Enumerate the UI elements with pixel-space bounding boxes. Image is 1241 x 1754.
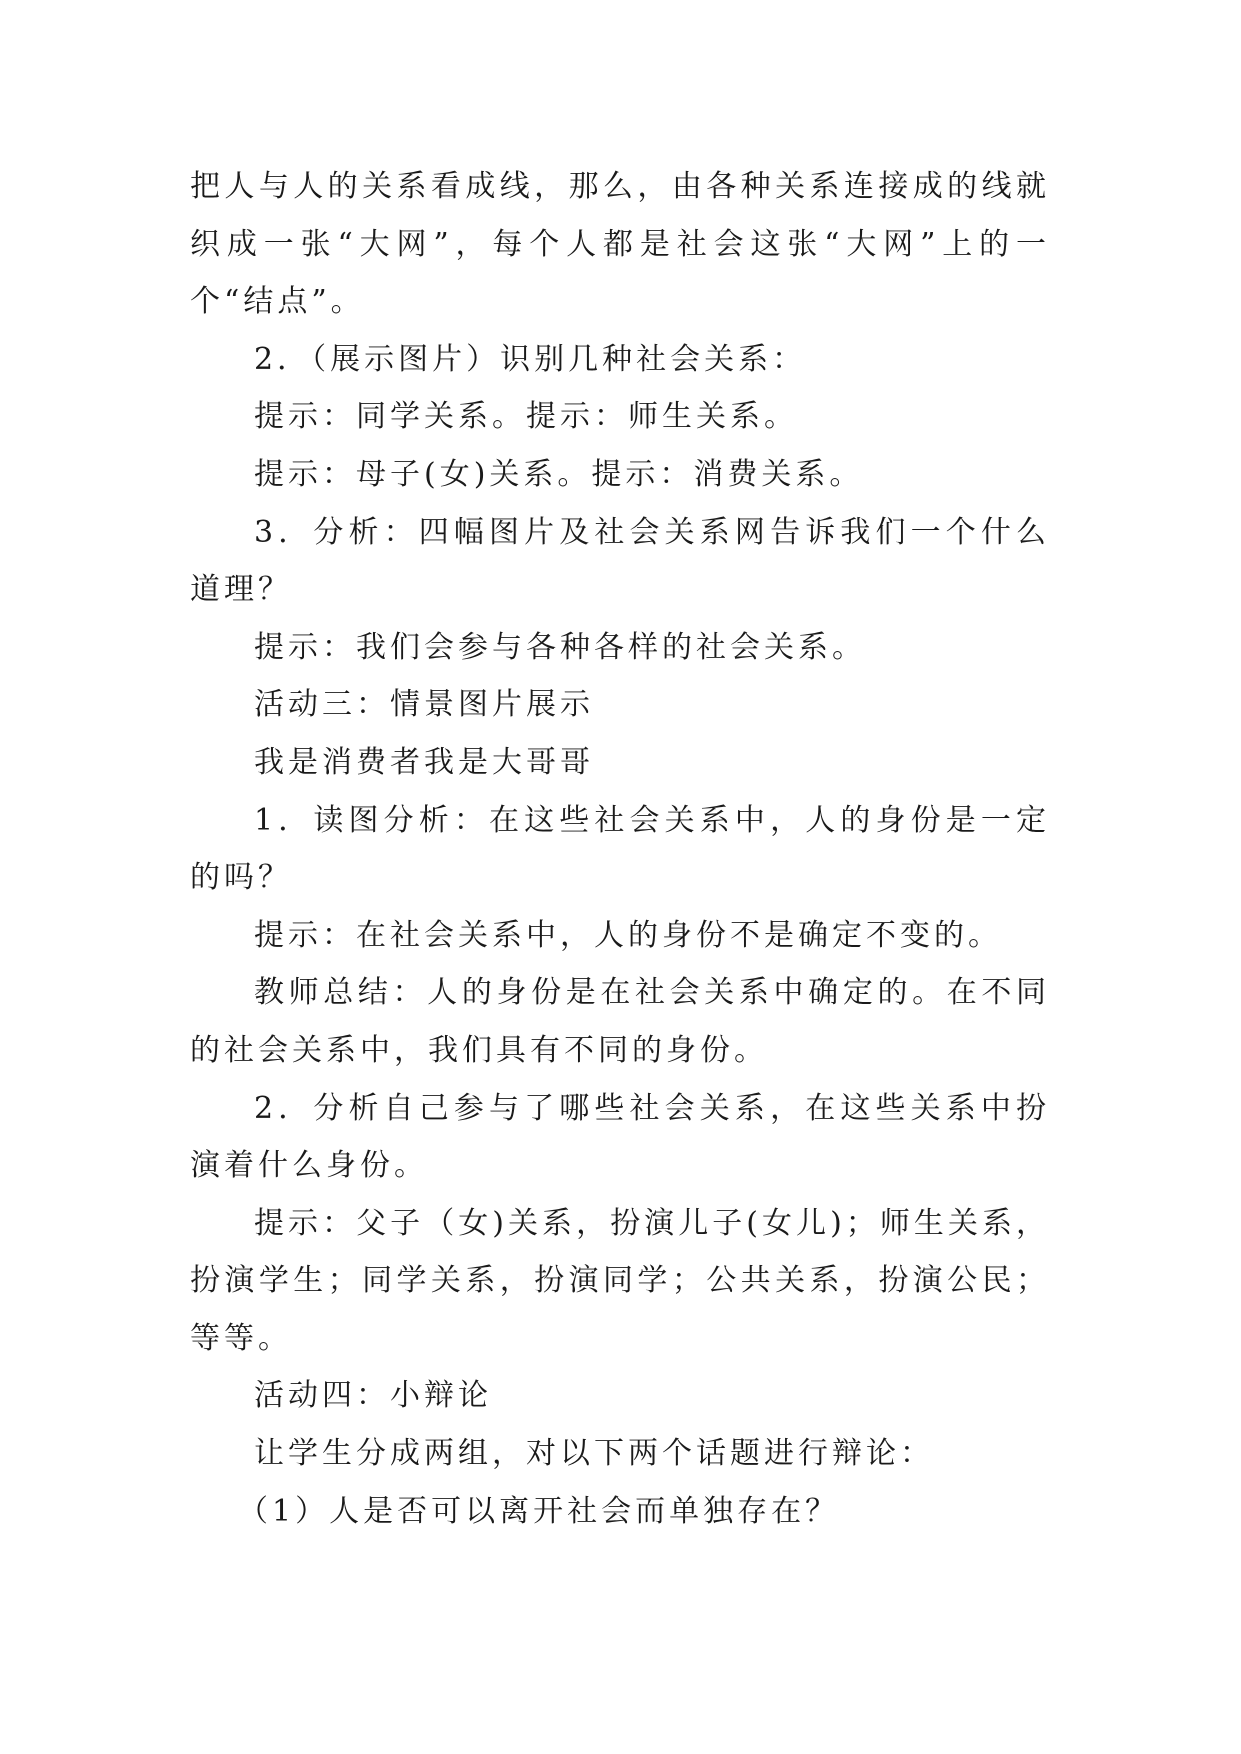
paragraph-teacher-summary: 教师总结：人的身份是在社会关系中确定的。在不同的社会关系中，我们具有不同的身份。 xyxy=(190,975,1050,1068)
paragraph-debate-topic-one: （1）人是否可以离开社会而单独存在？ xyxy=(238,1493,840,1529)
paragraph-consumer-big-brother: 我是消费者我是大哥哥 xyxy=(254,744,594,780)
paragraph-identify-relations: 2．（展示图片）识别几种社会关系： xyxy=(254,341,807,377)
paragraph-hint-identity-changes: 提示：在社会关系中，人的身份不是确定不变的。 xyxy=(254,917,1002,953)
paragraph-hint-classmates-teachers: 提示：同学关系。提示：师生关系。 xyxy=(254,399,798,435)
paragraph-debate-instructions: 让学生分成两组，对以下两个话题进行辩论： xyxy=(254,1436,934,1472)
paragraph-activity-three-heading: 活动三：情景图片展示 xyxy=(254,687,594,723)
paragraph-hint-participation: 提示：我们会参与各种各样的社会关系。 xyxy=(254,629,866,665)
paragraph-analysis-question: 3．分析：四幅图片及社会关系网告诉我们一个什么道理？ xyxy=(190,514,1050,608)
paragraph-activity-four-heading: 活动四：小辩论 xyxy=(254,1378,492,1414)
paragraph-social-network-intro: 把人与人的关系看成线，那么，由各种关系连接成的线就织成一张“大网”，每个人都是社会这张“大网”上的一个“结点”。 xyxy=(190,169,1050,320)
paragraph-read-picture-question: 1．读图分析：在这些社会关系中，人的身份是一定的吗？ xyxy=(190,802,1050,896)
paragraph-hint-mother-consumer: 提示：母子(女)关系。提示：消费关系。 xyxy=(254,456,864,492)
paragraph-hint-roles: 提示：父子（女)关系，扮演儿子(女儿)；师生关系，扮演学生；同学关系，扮演同学；公共关系，扮演公民；等等。 xyxy=(190,1205,1050,1356)
document-body xyxy=(190,158,1050,1540)
paragraph-analyze-own-relations: 2．分析自己参与了哪些社会关系，在这些关系中扮演着什么身份。 xyxy=(190,1090,1050,1184)
